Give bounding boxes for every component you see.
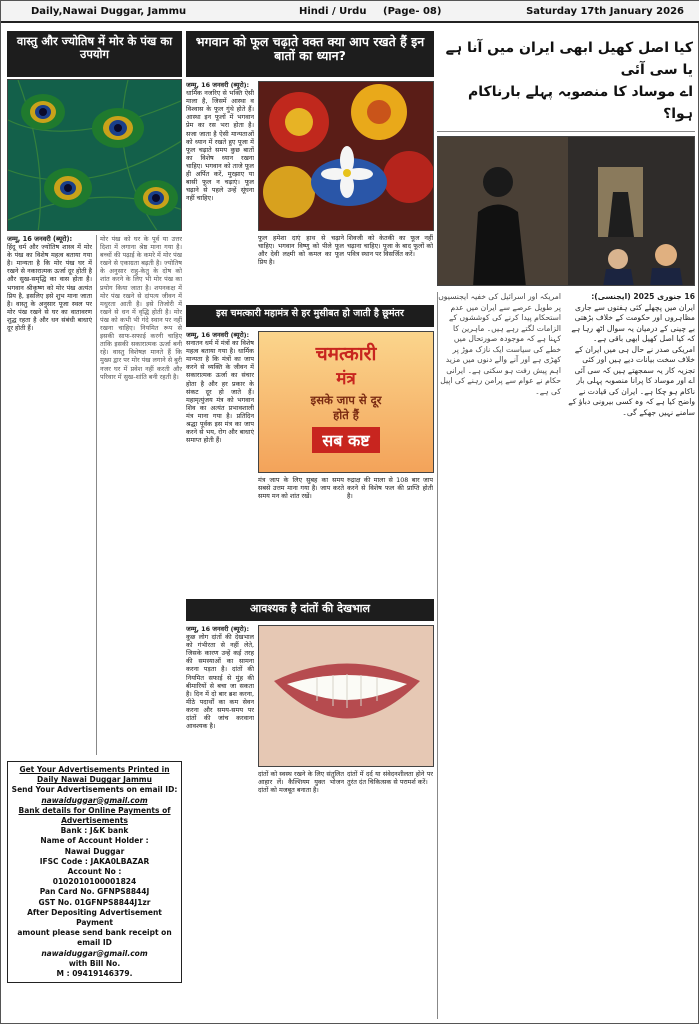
left-article-body	[7, 235, 182, 755]
teeth-continued-2: दांतों में दर्द या संवेदनशीलता होने पर तुरंत दंत चिकित्सक से परामर्श करें।	[347, 770, 433, 787]
smile-teeth-icon	[259, 626, 434, 767]
mantra-line-5: सब कष्ट	[312, 427, 379, 453]
teeth-article	[186, 625, 434, 975]
mantra-continued-1: मंत्र जाप के लिए सुबह का समय सबसे उत्तम माना गया है। जाप करते समय मन को शांत रखें।	[258, 476, 344, 501]
ad-send: Send Your Advertisements on email ID:	[11, 785, 178, 795]
urdu-article-body	[437, 292, 695, 1019]
ad-pan: Pan Card No. GFNPS8844J	[39, 887, 150, 897]
leaders-collage-icon	[438, 137, 695, 286]
mantra-line-3: इसके जाप से दूर	[310, 393, 382, 407]
flowers-photo	[258, 81, 434, 231]
smile-photo	[258, 625, 434, 767]
mantra-article	[186, 331, 434, 595]
peacock-feather-photo	[7, 79, 182, 231]
flowers-dateline: जम्मू, 16 जनवरी (ब्यूरो):	[186, 81, 250, 89]
left-article-title: वास्तु और ज्योतिष में मोर के पंख का उपयोग	[7, 31, 182, 77]
urdu-headline-1: کیا اصل کھیل ابھی ایران میں آنا ہے یا سی آئی	[445, 40, 693, 78]
mantra-body-text: सनातन धर्म में मंत्रों का विशेष महत्व बताया गया है। धार्मिक मान्यता है कि मंत्रों का जाप करने से व्यक्ति के जीवन में सकारात्मक ऊर्जा का संचार होता है और हर प्रकार के संकट दूर हो जाते हैं। महामृत्युंजय मंत्र को भगवान शिव का अत्यंत प्रभावशाली मंत्र माना गया है। प्रतिदिन श्रद्धा पूर्वक इस मंत्र का जाप करने से भय, रोग और बाधाएं समाप्त होती हैं।	[186, 339, 254, 445]
mantra-article-title: इस चमत्कारी महामंत्र से हर मुसीबत हो जाती है छूमंतर	[186, 305, 434, 327]
language-label: Hindi / Urdu	[299, 5, 367, 17]
page-header	[1, 1, 699, 23]
flowers-article	[186, 81, 434, 301]
urdu-body-text: ایران میں پچھلے کئی ہفتوں سے جاری مظاہروں اور حکومت کے خلاف بڑھتی بے چینی کے درمیان یہ سوال اٹھ رہا ہے کہ کیا اصل کھیل ابھی باقی ہے۔ امریکی صدر نے حال ہی میں ایران کے خلاف سخت بیانات دیے ہیں اور کئی تجزیہ کار یہ سمجھتے ہیں کہ سی آئی اے اور موساد کا پرانا منصوبہ پہلی بار ناکام ہو چکا ہے۔ ایران کی قیادت نے واضح کیا ہے کہ وہ کسی بیرونی دباؤ کے سامنے نہیں جھکے گی۔	[568, 302, 695, 417]
flowers-continued-1: फूल हमेशा दाएं हाथ से चढ़ाने चाहिए। भगवान विष्णु को पीले फूल और देवी लक्ष्मी को कमल का फूल प्रिय है।	[258, 234, 344, 267]
flowers-body-text: धार्मिक नजरिए से भक्ति ऐसी माला है, जिसमें आस्था व विश्वास के फूल गुंथे होते हैं। आस्था इन फूलों में भगवान प्रेम का रस भरा होता है। सजा जाता है ऐसी मान्यताओं को ध्यान में रखते हुए पूजा में फूल चढ़ाते समय कुछ बातों का विशेष ध्यान रखना चाहिए। भगवान को ताजे फूल ही अर्पित करें, मुरझाए या बासी फूल न चढ़ाएं। फूल चढ़ाने से पहले उन्हें सूंघना नहीं चाहिए।	[186, 89, 254, 203]
flowers-continued-2: शिवजी को केतकी का फूल नहीं चढ़ाना चाहिए। पूजा के बाद फूलों को पवित्र स्थान पर विसर्जित करें।	[347, 234, 433, 259]
right-column	[437, 31, 695, 1019]
mantra-graphic	[258, 331, 434, 473]
teeth-body-text: कुछ लोग दांतों की देखभाल को गंभीरता से नहीं लेते, जिसके कारण उन्हें कई तरह की समस्याओं का सामना करना पड़ता है। दांतों की नियमित सफाई से मुंह की बीमारियों से बचा जा सकता है। दिन में दो बार ब्रश करना, मीठे पदार्थों का कम सेवन करना और समय-समय पर दांतों की जांच करवाना आवश्यक है।	[186, 633, 254, 731]
ad-with-bill: with Bill No.	[68, 958, 121, 968]
mantra-line-4: होते हैं	[333, 408, 359, 422]
teeth-article-title: आवश्यक है दांतों की देखभाल	[186, 599, 434, 621]
ad-bank: Bank : J&K bank	[60, 826, 129, 836]
ad-after-2: amount please send bank receipt on email ID	[17, 928, 172, 948]
urdu-headline-2: اے موساد کا منصوبہ پہلے بارناکام ہوا؟	[437, 81, 695, 132]
ad-gst: GST No. 01GFNPS8844J1zr	[38, 897, 151, 907]
ad-after-1: After Depositing Advertisement Payment	[27, 907, 162, 928]
ad-paper: Daily Nawai Duggar Jammu	[37, 775, 152, 785]
left-body-continued: मोर पंख को घर के पूर्व या उत्तर दिशा में लगाना श्रेष्ठ माना गया है। बच्चों की पढ़ाई के कमरे में मोर पंख रखने से एकाग्रता बढ़ती है। ज्योतिष के अनुसार राहु-केतु के दोष को शांत करने के लिए भी मोर पंख का प्रयोग किया जाता है। शयनकक्ष में मोर पंख रखने से दांपत्य जीवन में मधुरता आती है। इसे तिजोरी में रखने से धन में वृद्धि होती है। मोर पंख को कभी भी गंदे स्थान पर नहीं रखना चाहिए। नियमित रूप से इसकी साफ-सफाई करनी चाहिए ताकि इसकी सकारात्मक ऊर्जा बनी रहे। वास्तु विशेषज्ञ मानते हैं कि मुख्य द्वार पर मोर पंख लगाने से बुरी नजर घर में प्रवेश नहीं करती और परिवार में सुख-शांति बनी रहती है।	[96, 235, 182, 755]
ad-account-label: Account No :	[67, 867, 122, 877]
ad-bank-title: Bank details for Online Payments of Advertisements	[18, 805, 171, 826]
mantra-continued-2: रुद्राक्ष की माला से 108 बार जाप करने से विशेष फल की प्राप्ति होती है।	[347, 476, 433, 501]
middle-column	[186, 31, 434, 1019]
mantra-line-2: मंत्र	[336, 369, 356, 389]
mantra-line-1: चमत्कारी	[315, 343, 377, 365]
ad-holder-label: Name of Account Holder :	[40, 836, 149, 846]
urdu-body-continued: امریکہ اور اسرائیل کی خفیہ ایجنسیوں پر طویل عرصے سے ایران میں عدم استحکام پیدا کرنے کی کوششوں کے الزامات لگتے رہے ہیں۔ ماہرین کا کہنا ہے کہ موجودہ صورتحال میں خطے کی سیاست ایک نازک موڑ پر کھڑی ہے اور آنے والے دنوں میں مزید اہم پیش رفت ہو سکتی ہے۔ ایرانی حکام نے عوام سے پرامن رہنے کی اپیل کی ہے۔	[437, 292, 564, 1019]
ad-mobile: M : 09419146379.	[56, 969, 133, 979]
teeth-dateline: जम्मू, 16 जनवरी (ब्यूरो):	[186, 625, 250, 633]
ad-ifsc: IFSC Code : JAKA0LBAZAR	[39, 856, 150, 866]
mantra-dateline: जम्मू, 16 जनवरी (ब्यूरो):	[186, 331, 250, 339]
advertisement-box	[7, 761, 182, 983]
urdu-dateline: 16 جنوری 2025 (ایجنسی):	[591, 292, 695, 301]
ad-email[interactable]: nawaiduggar@gmail.com	[41, 795, 148, 805]
issue-date: Saturday 17th January 2026	[526, 5, 684, 17]
left-column	[7, 31, 182, 1019]
leaders-photo	[437, 136, 695, 286]
ad-holder: Nawai Duggar	[64, 846, 125, 856]
flower-offering-icon	[259, 82, 434, 231]
teeth-continued-1: दांतों को स्वस्थ रखने के लिए संतुलित आहार लें। कैल्शियम युक्त भोजन दांतों को मजबूत बनाता है।	[258, 770, 344, 795]
paper-name: Daily,Nawai Duggar, Jammu	[31, 5, 187, 17]
left-dateline: जम्मू, 16 जनवरी (ब्यूरो):	[7, 235, 73, 243]
peacock-feather-icon	[8, 80, 182, 231]
left-body-text: हिंदू धर्म और ज्योतिष शास्त्र में मोर के पंख का विशेष महत्व बताया गया है। मान्यता है कि मोर पंख घर में रखने से नकारात्मक ऊर्जा दूर होती है और सुख-समृद्धि का वास होता है। भगवान श्रीकृष्ण को मोर पंख अत्यंत प्रिय है, इसलिए इसे शुभ माना जाता है। वास्तु के अनुसार पूजा स्थल पर मोर पंख रखने से घर का वातावरण शुद्ध रहता है और धन संबंधी बाधाएं दूर होती हैं।	[7, 243, 92, 333]
flowers-article-title: भगवान को फूल चढ़ाते वक्त क्या आप रखते हैं इन बातों का ध्यान?	[186, 31, 434, 77]
ad-account-number: 0102010100001824	[52, 877, 137, 887]
ad-title: Get Your Advertisements Printed in	[19, 765, 170, 774]
page-number: (Page- 08)	[383, 5, 442, 17]
ad-email-2[interactable]: nawaiduggar@gmail.com	[41, 948, 148, 958]
